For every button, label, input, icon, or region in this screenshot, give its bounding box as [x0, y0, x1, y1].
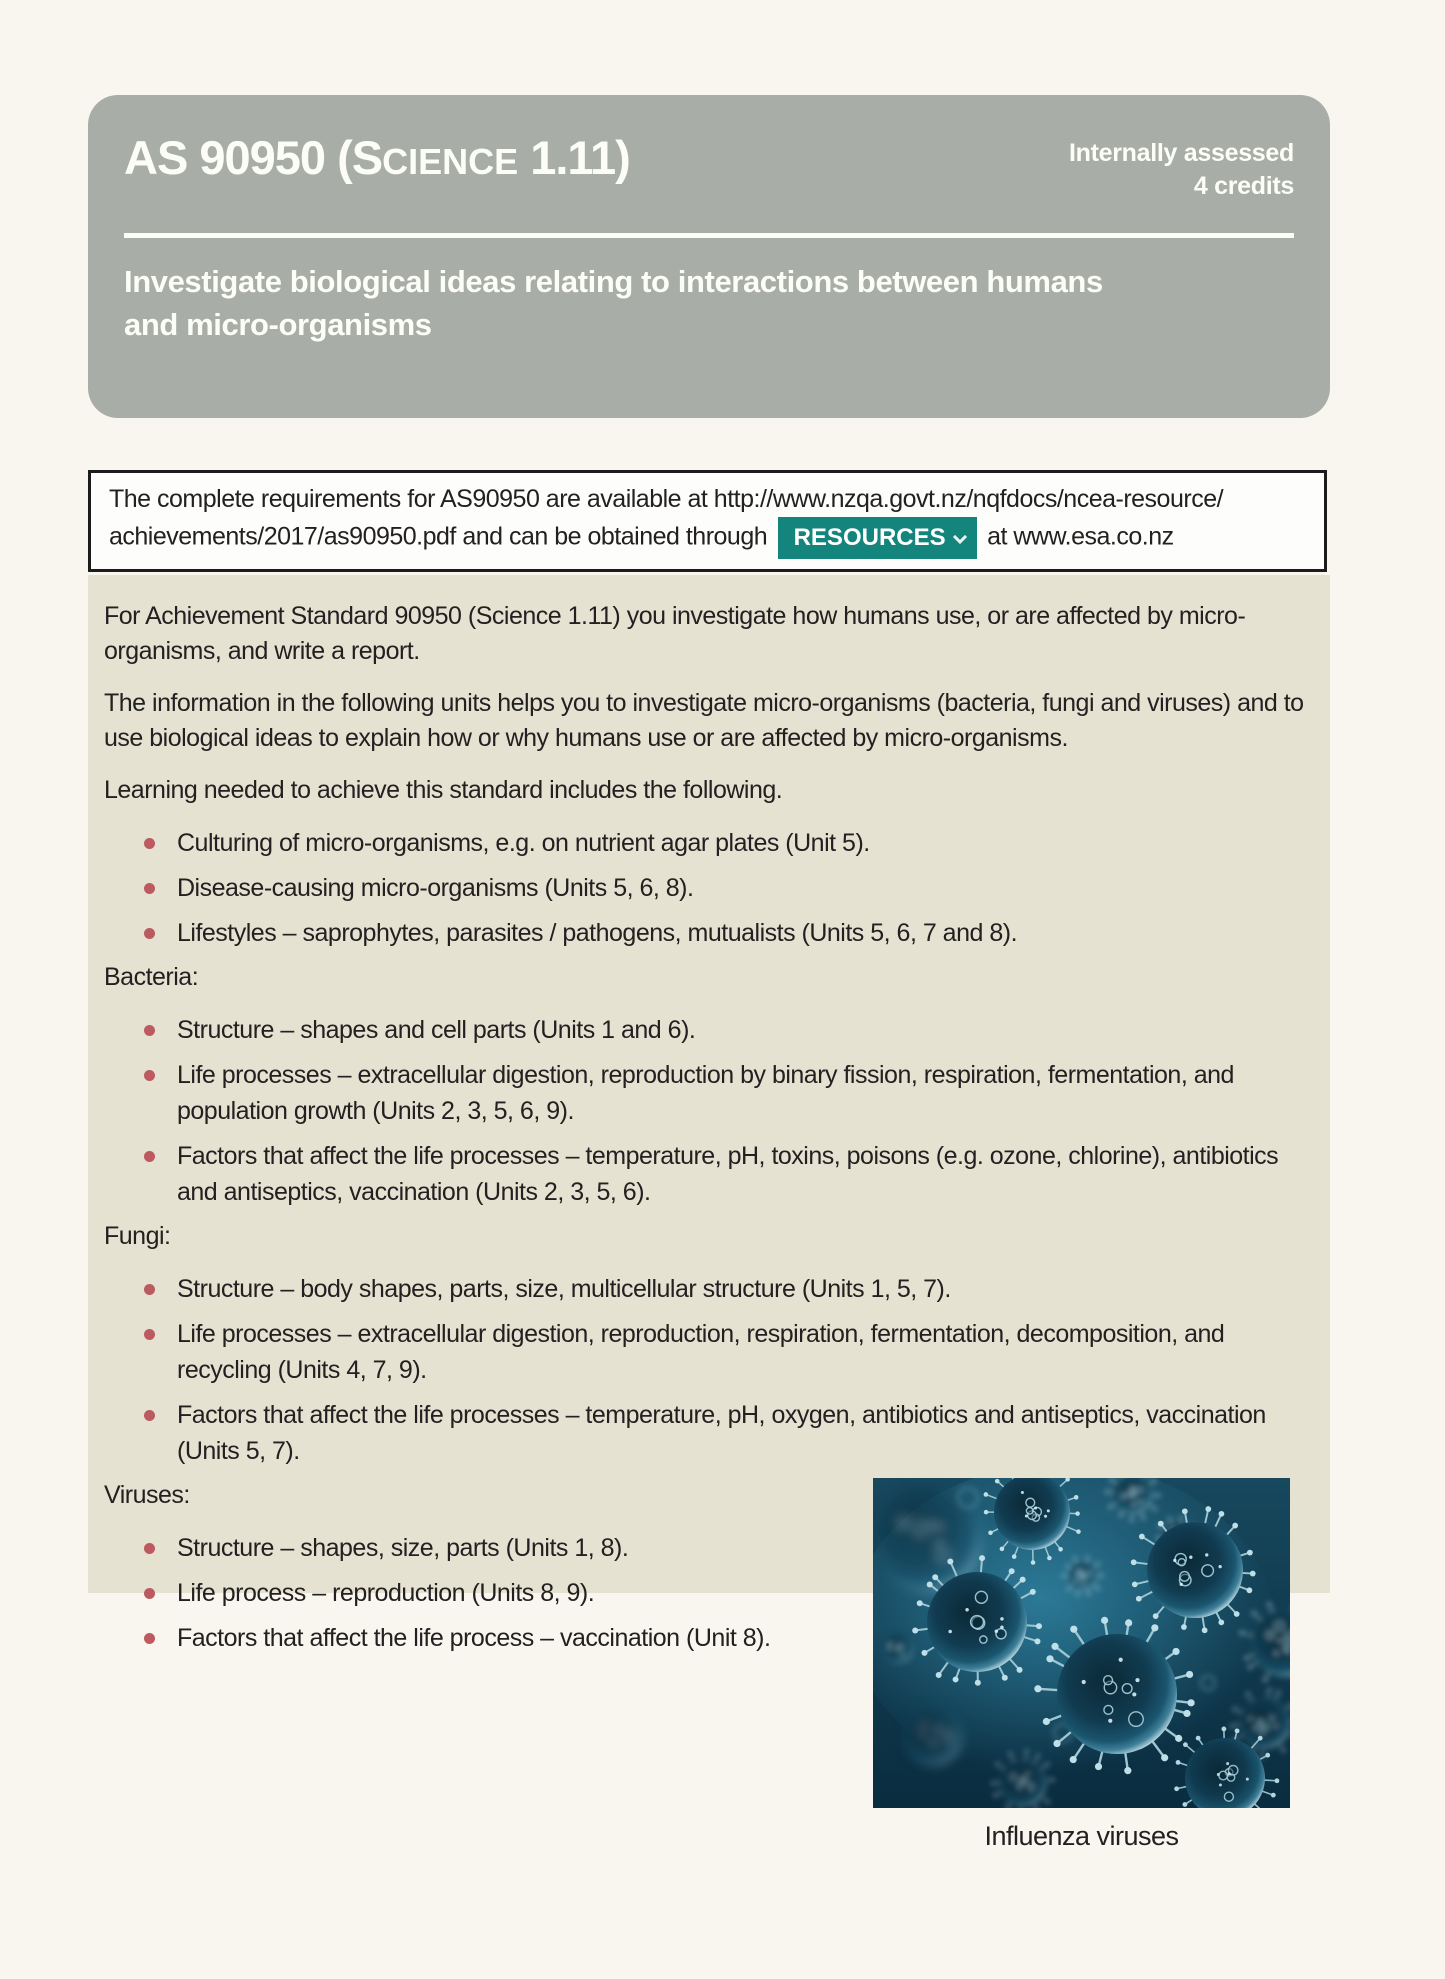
bullet-icon — [144, 1543, 155, 1554]
subtitle-line-1: Investigate biological ideas relating to interactions between humans — [124, 264, 1103, 299]
header-divider — [124, 233, 1294, 238]
bullet-list — [104, 1012, 1318, 1210]
resources-dropdown-button[interactable] — [778, 517, 977, 559]
requirements-text-line2-after: at www.esa.co.nz — [980, 522, 1174, 551]
influenza-virus-image — [873, 1478, 1290, 1808]
bullet-icon — [144, 1070, 155, 1081]
bullet-icon — [144, 928, 155, 939]
intro-paragraph-1: For Achievement Standard 90950 (Science 1.11) you investigate how humans use, or are affected by micro-organisms, and write a report. — [104, 602, 1246, 665]
bullet-icon — [144, 1410, 155, 1421]
bullet-text: Factors that affect the life process – vaccination (Unit 8). — [177, 1624, 771, 1652]
title-prefix: AS 90950 (S — [124, 131, 383, 184]
title-smallcaps: CIENCE — [382, 141, 519, 182]
chevron-down-icon — [953, 530, 967, 544]
requirements-box — [88, 470, 1327, 572]
section-heading: Learning needed to achieve this standard includes the following. — [104, 776, 783, 804]
subtitle-line-2: and micro-organisms — [124, 307, 432, 342]
intro-paragraph-2: The information in the following units helps you to investigate micro-organisms (bacteria, fungi and viruses) and to use biological ideas to explain how or why humans use or are affected by micro-organisms. — [104, 689, 1304, 752]
assessment-info — [1069, 133, 1294, 203]
bullet-icon — [144, 883, 155, 894]
bullet-icon — [144, 1151, 155, 1162]
standard-subtitle — [124, 260, 1294, 346]
bullet-text: Lifestyles – saprophytes, parasites / pathogens, mutualists (Units 5, 6, 7 and 8). — [177, 919, 1018, 947]
bullet-item — [104, 1057, 1318, 1129]
standard-title — [124, 133, 630, 182]
bullet-text: Factors that affect the life processes – temperature, pH, toxins, poisons (e.g. ozone, chlorine), antibiotics and antiseptics, vaccination (Units 2, 3, 5, 6). — [177, 1142, 1279, 1206]
bullet-text: Factors that affect the life processes – temperature, pH, oxygen, antibiotics and antiseptics, vaccination (Units 5, 7). — [177, 1401, 1266, 1465]
resources-button-label: RESOURCES — [793, 524, 946, 551]
header-top-row — [124, 133, 1294, 203]
bullet-icon — [144, 838, 155, 849]
bullet-text: Life process – reproduction (Units 8, 9). — [177, 1579, 595, 1607]
content-panel — [88, 575, 1330, 1652]
bullet-text: Life processes – extracellular digestion, reproduction by binary fission, respiration, fermentation, and population growth (Units 2, 3, 5, 6, 9). — [177, 1061, 1234, 1125]
section-heading: Bacteria: — [104, 963, 199, 991]
section-heading: Fungi: — [104, 1222, 171, 1250]
bullet-text: Disease-causing micro-organisms (Units 5, 6, 8). — [177, 874, 694, 902]
bullet-icon — [144, 1025, 155, 1036]
requirements-text-line2-before: achievements/2017/as90950.pdf and can be obtained through — [109, 522, 774, 551]
section-heading: Viruses: — [104, 1481, 190, 1509]
standard-header-banner — [88, 95, 1330, 418]
assessment-type: Internally assessed — [1069, 139, 1294, 167]
influenza-figure — [873, 1478, 1290, 1852]
bullet-item — [104, 1316, 1318, 1388]
bullet-text: Structure – body shapes, parts, size, multicellular structure (Units 1, 5, 7). — [177, 1275, 951, 1303]
bullet-icon — [144, 1329, 155, 1340]
bullet-text: Life processes – extracellular digestion, reproduction, respiration, fermentation, decomposition, and recycling (Units 4, 7, 9). — [177, 1320, 1225, 1384]
bullet-icon — [144, 1284, 155, 1295]
bullet-item — [104, 915, 1318, 951]
bullet-item — [104, 870, 1318, 906]
requirements-text-line1: The complete requirements for AS90950 are available at http://www.nzqa.govt.nz/nqfdocs/ncea-resource/ — [109, 485, 1224, 513]
title-suffix: 1.11) — [518, 131, 630, 184]
bullet-text: Culturing of micro-organisms, e.g. on nutrient agar plates (Unit 5). — [177, 829, 870, 857]
bullet-list — [104, 1271, 1318, 1469]
figure-caption: Influenza viruses — [984, 1821, 1179, 1851]
bullet-text: Structure – shapes, size, parts (Units 1, 8). — [177, 1534, 629, 1562]
credit-count: 4 credits — [1193, 172, 1294, 200]
bullet-item — [104, 1138, 1318, 1210]
bullet-item — [104, 825, 1318, 861]
bullet-text: Structure – shapes and cell parts (Units 1 and 6). — [177, 1016, 696, 1044]
bullet-item — [104, 1271, 1318, 1307]
bullet-icon — [144, 1588, 155, 1599]
bullet-item — [104, 1397, 1318, 1469]
bullet-icon — [144, 1633, 155, 1644]
bullet-item — [104, 1012, 1318, 1048]
bullet-list — [104, 825, 1318, 951]
